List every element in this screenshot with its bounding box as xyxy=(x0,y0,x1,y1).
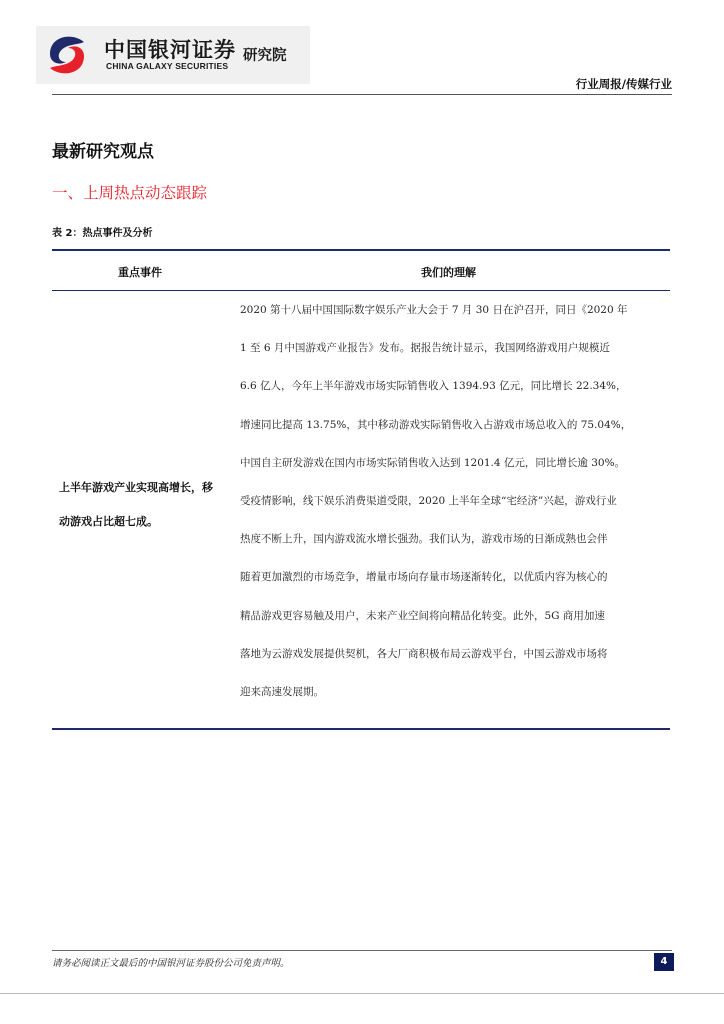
analysis-line: 2020 第十八届中国国际数字娱乐产业大会于 7 月 30 日在沪召开，同日《2020 年 xyxy=(240,304,628,316)
footer-divider xyxy=(52,950,672,951)
galaxy-swirl-logo-icon xyxy=(44,32,90,78)
header-divider xyxy=(52,94,672,95)
logo-english-name: CHINA GALAXY SECURITIES xyxy=(106,61,229,71)
analysis-line: 6.6 亿人，今年上半年游戏市场实际销售收入 1394.93 亿元，同比增长 22.34%， xyxy=(240,380,627,393)
analysis-line: 热度不断上升，国内游戏流水增长强劲。我们认为，游戏市场的日渐成熟也会伴 xyxy=(240,533,608,546)
analysis-line: 受疫情影响，线下娱乐消费渠道受限，2020 上半年全球“宅经济”兴起，游戏行业 xyxy=(240,494,617,507)
analysis-line: 随着更加激烈的市场竞争，增量市场向存量市场逐渐转化，以优质内容为核心的 xyxy=(240,571,608,584)
analysis-line: 迎来高速发展期。 xyxy=(240,685,324,698)
section-subtitle: 一、上周热点动态跟踪 xyxy=(52,184,208,202)
table-top-rule xyxy=(52,249,670,251)
institute-label: 研究院 xyxy=(243,48,287,64)
analysis-line: 落地为云游戏发展提供契机，各大厂商积极布局云游戏平台，中国云游戏市场将 xyxy=(240,647,608,660)
page-bottom-rule xyxy=(0,993,724,994)
event-line: 上半年游戏产业实现高增长，移 xyxy=(59,481,213,494)
report-type: 行业周报/传媒行业 xyxy=(575,77,672,91)
disclaimer-text: 请务必阅读正文最后的中国银河证券股份公司免责声明。 xyxy=(52,958,290,969)
analysis-line: 增速同比提高 13.75%，其中移动游戏实际销售收入占游戏市场总收入的 75.04%， xyxy=(240,418,632,431)
table-header-rule xyxy=(52,290,670,291)
table-bottom-rule xyxy=(52,728,670,730)
column-header-analysis: 我们的理解 xyxy=(421,266,476,279)
table-caption: 表 2：热点事件及分析 xyxy=(52,228,153,239)
logo-chinese-name: 中国银河证券 xyxy=(104,38,236,62)
analysis-line: 中国自主研发游戏在国内市场实际销售收入达到 1201.4 亿元，同比增长逾 30%。 xyxy=(240,456,626,469)
section-title: 最新研究观点 xyxy=(52,142,154,162)
analysis-line: 精品游戏更容易触及用户，未来产业空间将向精品化转变。此外，5G 商用加速 xyxy=(240,609,605,622)
event-cell xyxy=(59,471,231,539)
column-header-event: 重点事件 xyxy=(118,266,162,279)
analysis-line: 1 至 6 月中国游戏产业报告》发布。据报告统计显示，我国网络游戏用户规模近 xyxy=(240,342,610,355)
analysis-cell xyxy=(240,296,665,716)
page-number: 4 xyxy=(654,953,674,971)
event-line: 动游戏占比超七成。 xyxy=(59,515,158,528)
